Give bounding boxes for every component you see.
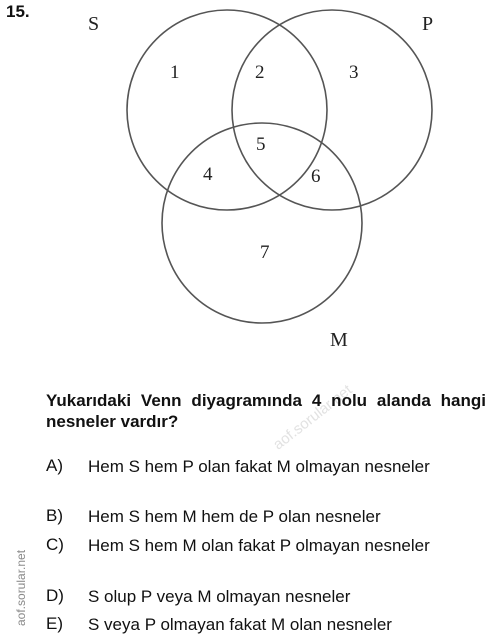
region-4: 4	[203, 164, 213, 185]
region-7: 7	[260, 242, 270, 263]
set-label-p: P	[422, 13, 434, 35]
region-2: 2	[255, 62, 265, 83]
circle-s	[127, 10, 327, 210]
option-d-letter: D)	[46, 586, 64, 605]
set-label-m: M	[330, 329, 348, 351]
circle-p	[232, 10, 432, 210]
option-d-text: S olup P veya M olmayan nesneler	[88, 587, 351, 606]
diagonal-watermark: aof.sorular.net	[270, 381, 356, 454]
option-e[interactable]	[46, 614, 486, 635]
option-e-letter: E)	[46, 614, 63, 633]
set-label-s: S	[88, 13, 100, 35]
region-6: 6	[311, 166, 321, 187]
option-b-letter: B)	[46, 506, 63, 525]
region-3: 3	[349, 62, 359, 83]
question-text: Yukarıdaki Venn diyagramında 4 nolu alanda hangi nesneler vardır?	[46, 391, 486, 431]
option-b[interactable]	[46, 506, 486, 527]
option-c-letter: C)	[46, 535, 64, 554]
option-a-text: Hem S hem P olan fakat M olmayan nesneler	[88, 457, 430, 476]
option-c-text: Hem S hem M olan fakat P olmayan nesneler	[88, 536, 430, 555]
option-a[interactable]	[46, 456, 486, 477]
option-c[interactable]	[46, 535, 486, 556]
region-1: 1	[170, 62, 180, 83]
option-e-text: S veya P olmayan fakat M olan nesneler	[88, 615, 392, 634]
option-d[interactable]	[46, 586, 486, 607]
side-watermark: aof.sorular.net	[14, 549, 28, 626]
question-number: 15.	[6, 2, 30, 21]
region-5: 5	[256, 134, 266, 155]
option-a-letter: A)	[46, 456, 63, 475]
option-b-text: Hem S hem M hem de P olan nesneler	[88, 507, 381, 526]
